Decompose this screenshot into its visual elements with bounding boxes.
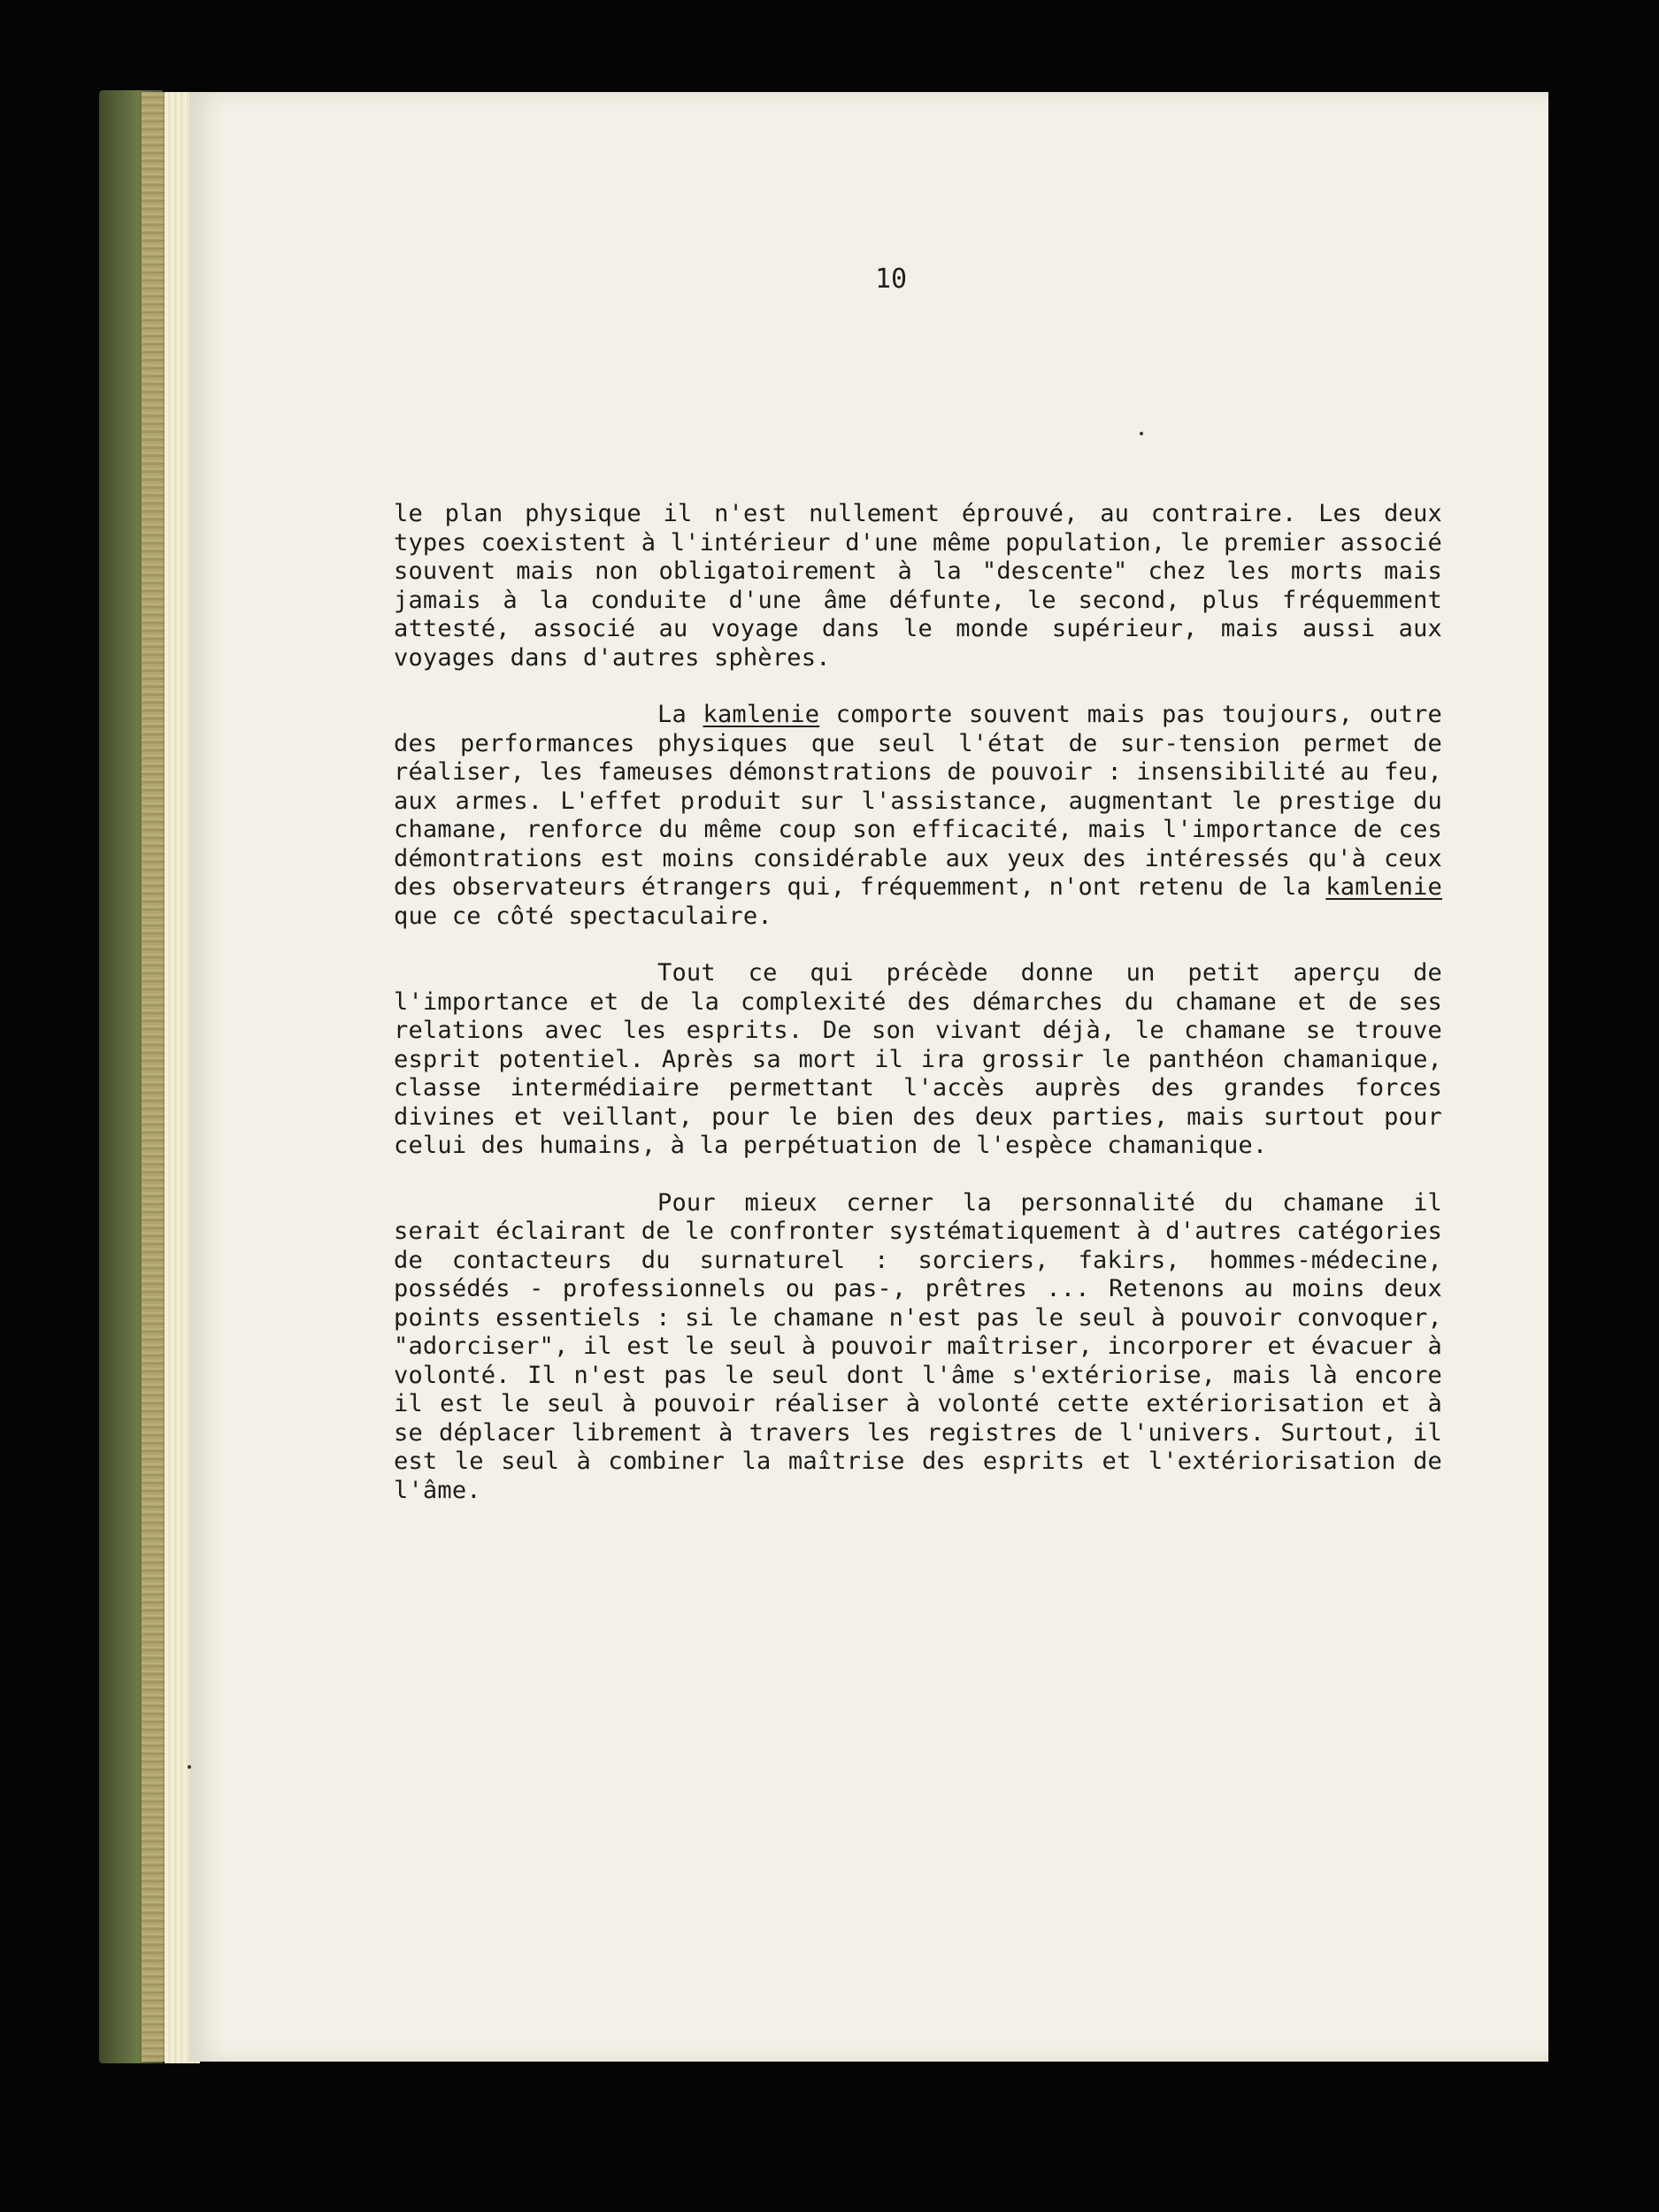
underlined-term: kamlenie — [1325, 873, 1442, 901]
paragraph-1 — [394, 500, 1442, 672]
paragraph-text: le plan physique il n'est nullement éprouvé, au contraire. Les deux types coexistent à l'intérieur d'une même population, le premier associé souvent mais non obligatoirement à la "descente" chez les morts mais jamais à la conduite d'une âme défunte, le second, plus fréquemment attesté, associé au voyage dans le monde supérieur, mais aussi aux voyages dans d'autres sphères. — [394, 500, 1442, 672]
paragraph-3 — [394, 959, 1442, 1161]
paragraph-text: La — [657, 701, 703, 728]
speck — [188, 1765, 191, 1769]
page-number: 10 — [875, 264, 908, 295]
page-body — [394, 500, 1442, 1533]
paragraph-text: Tout ce qui précède donne un petit aperçu de l'importance et de la complexité des démarches du chamane et de ses relations avec les esprits. De son vivant déjà, le chamane se trouve esprit potentiel. Après sa mort il ira grossir le panthéon chamanique, classe intermédiaire permettant l'accès auprès des grandes forces divines et veillant, pour le bien des deux parties, mais surtout pour celui des humains, à la perpétuation de l'espèce chamanique. — [394, 959, 1442, 1159]
underlined-term: kamlenie — [703, 701, 820, 728]
paragraph-4 — [394, 1189, 1442, 1506]
paragraph-text: Pour mieux cerner la personnalité du chamane il serait éclairant de le confronter systématiquement à d'autres catégories de contacteurs du surnaturel : sorciers, fakirs, hommes-médecine, possédés - professionnels ou pas-, prêtres ... Retenons au moins deux points essentiels : si le chamane n'est pas le seul à pouvoir convoquer, "adorciser", il est le seul à pouvoir maîtriser, incorporer et évacuer à volonté. Il n'est pas le seul dont l'âme s'extériorise, mais là encore il est le seul à pouvoir réaliser à volonté cette extériorisation et à se déplacer librement à travers les registres de l'univers. Surtout, il est le seul à combiner la maîtrise des esprits et l'extériorisation de l'âme. — [394, 1188, 1442, 1504]
paragraph-text: comporte souvent mais pas toujours, outre des performances physiques que seul l'état de sur-tension permet de réaliser, les fameuses démonstrations de pouvoir : insensibilité au feu, aux armes. L'effet produit sur l'assistance, augmentant le prestige du chamane, renforce du même coup son efficacité, mais l'importance de ces démontrations est moins considérable aux yeux des intéressés qu'à ceux des observateurs étrangers qui, fréquemment, n'ont retenu de la — [394, 701, 1442, 901]
speck — [1140, 432, 1143, 435]
paragraph-text: que ce côté spectaculaire. — [394, 902, 772, 930]
paragraph-2 — [394, 701, 1442, 931]
